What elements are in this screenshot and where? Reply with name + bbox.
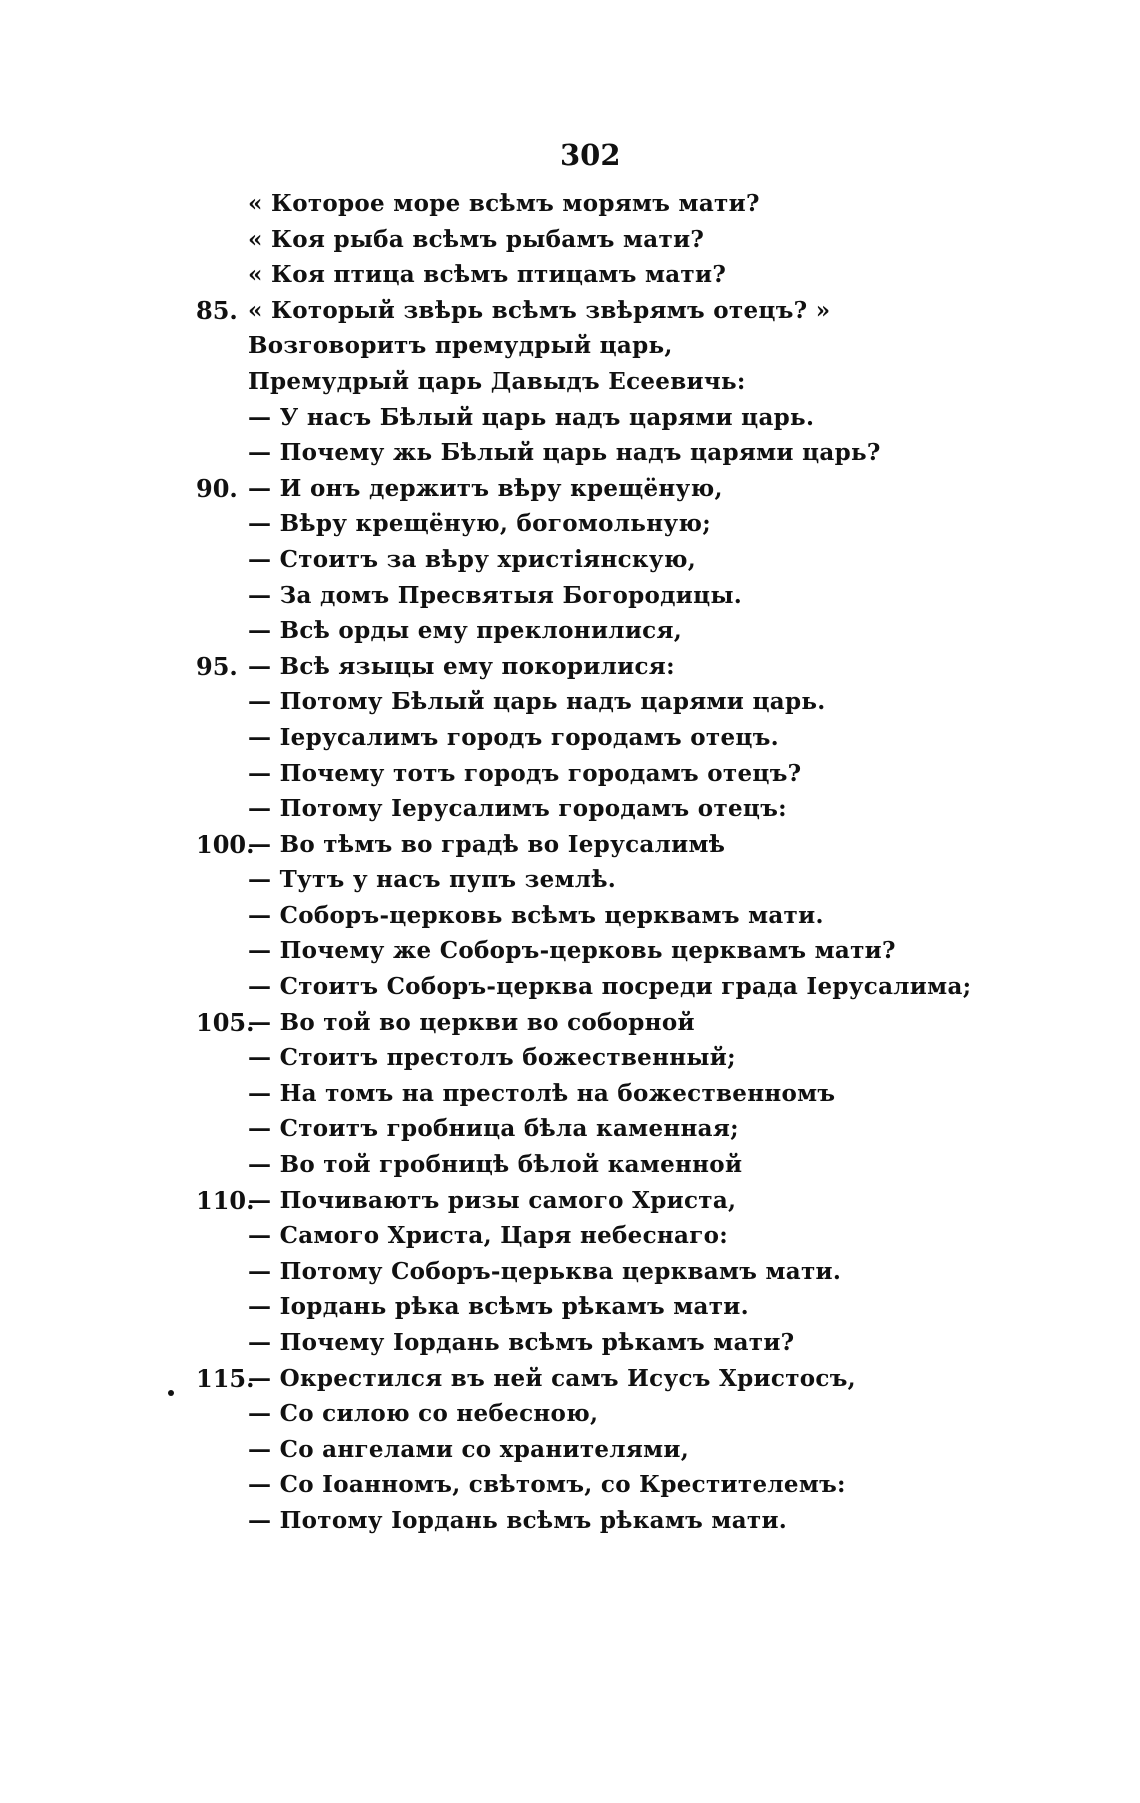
verse-line <box>0 827 1140 863</box>
line-text: — Во той во церкви во соборной <box>248 1008 695 1036</box>
verse-line <box>0 186 1140 222</box>
line-text: « Который звѣрь всѣмъ звѣрямъ отецъ? » <box>248 296 831 324</box>
verse-line <box>0 1183 1140 1219</box>
line-number: 85. <box>196 295 238 325</box>
line-text: — Во тѣмъ во градѣ во Iерусалимѣ <box>248 830 726 858</box>
line-text: — Тутъ у насъ пупъ землѣ. <box>248 866 617 894</box>
verse-line <box>0 1254 1140 1290</box>
verse-line <box>0 720 1140 756</box>
line-number: 95. <box>196 651 238 681</box>
verse-line <box>0 293 1140 329</box>
page-number: 302 <box>560 138 621 172</box>
line-number: 115. <box>196 1363 255 1393</box>
line-text: — Стоитъ Соборъ-церква посреди града Iерусалима; <box>248 973 972 1001</box>
verse-line <box>0 1289 1140 1325</box>
verse-line <box>0 222 1140 258</box>
line-text: — Почему жь Бѣлый царь надъ царями царь? <box>248 439 881 467</box>
verse-line <box>0 328 1140 364</box>
verse-line <box>0 1147 1140 1183</box>
line-text: — Всѣ орды ему преклонилися, <box>248 617 683 645</box>
verse-line <box>0 756 1140 792</box>
line-text: — Со силою со небесною, <box>248 1400 599 1428</box>
verse-line <box>0 471 1140 507</box>
verse-line <box>0 506 1140 542</box>
verse-line <box>0 1432 1140 1468</box>
verse-line <box>0 257 1140 293</box>
line-text: — Со ангелами со хранителями, <box>248 1435 690 1463</box>
line-text: — Соборъ-церковь всѣмъ церквамъ мати. <box>248 901 824 929</box>
verse-line <box>0 684 1140 720</box>
line-text: — У насъ Бѣлый царь надъ царями царь. <box>248 403 815 431</box>
verse-line <box>0 649 1140 685</box>
line-text: « Коя рыба всѣмъ рыбамъ мати? <box>248 225 705 253</box>
line-text: Премудрый царь Давыдъ Есеевичь: <box>248 367 746 395</box>
verse-line <box>0 1325 1140 1361</box>
verse-line <box>0 1467 1140 1503</box>
line-text: — Вѣру крещёную, богомольную; <box>248 510 712 538</box>
line-text: — Потому Iерусалимъ городамъ отецъ: <box>248 795 787 823</box>
line-text: — Почему Iордань всѣмъ рѣкамъ мати? <box>248 1329 795 1356</box>
line-text: — И онъ держитъ вѣру крещёную, <box>248 474 723 502</box>
margin-mark <box>168 1390 174 1396</box>
line-text: — Почему тотъ городъ городамъ отецъ? <box>248 759 802 787</box>
line-text: — За домъ Пресвятыя Богородицы. <box>248 581 743 609</box>
line-number: 110. <box>196 1185 255 1215</box>
line-text: — Во той гробницѣ бѣлой каменной <box>248 1151 743 1179</box>
verse-line <box>0 1040 1140 1076</box>
verse-line <box>0 1503 1140 1539</box>
line-text: « Коя птица всѣмъ птицамъ мати? <box>248 261 727 289</box>
verse-line <box>0 969 1140 1005</box>
verse-line <box>0 613 1140 649</box>
verse-line <box>0 364 1140 400</box>
line-text: Возговоритъ премудрый царь, <box>248 332 673 360</box>
line-text: — Со Iоанномъ, свѣтомъ, со Крестителемъ: <box>248 1471 846 1499</box>
line-text: — Потому Бѣлый царь надъ царями царь. <box>248 688 826 716</box>
line-text: — Самого Христа, Царя небеснаго: <box>248 1222 729 1250</box>
verse-line <box>0 435 1140 471</box>
line-text: « Которое море всѣмъ морямъ мати? <box>248 190 760 217</box>
line-text: — Стоитъ гробница бѣла каменная; <box>248 1115 739 1143</box>
line-number: 105. <box>196 1007 255 1037</box>
verse-line <box>0 1218 1140 1254</box>
line-number: 100. <box>196 829 255 859</box>
verse-list <box>0 186 1140 1539</box>
verse-line <box>0 1076 1140 1112</box>
line-text: — Iерусалимъ городъ городамъ отецъ. <box>248 723 779 751</box>
line-text: — Стоитъ за вѣру христiянскую, <box>248 545 697 573</box>
verse-line <box>0 578 1140 614</box>
verse-line <box>0 542 1140 578</box>
verse-line <box>0 1396 1140 1432</box>
verse-line <box>0 400 1140 436</box>
verse-line <box>0 898 1140 934</box>
verse-line <box>0 1111 1140 1147</box>
line-text: — Окрестился въ ней самъ Исусъ Христосъ, <box>248 1364 856 1392</box>
verse-line <box>0 791 1140 827</box>
line-text: — Потому Iордань всѣмъ рѣкамъ мати. <box>248 1506 788 1534</box>
verse-line <box>0 933 1140 969</box>
line-number: 90. <box>196 473 238 503</box>
line-text: — Всѣ языцы ему покорилися: <box>248 652 675 680</box>
line-text: — На томъ на престолѣ на божественномъ <box>248 1079 836 1107</box>
verse-line <box>0 862 1140 898</box>
line-text: — Iордань рѣка всѣмъ рѣкамъ мати. <box>248 1293 749 1321</box>
line-text: — Почиваютъ ризы самого Христа, <box>248 1186 737 1214</box>
line-text: — Потому Соборъ-церьква церквамъ мати. <box>248 1257 842 1285</box>
verse-line <box>0 1005 1140 1041</box>
line-text: — Почему же Соборъ-церковь церквамъ мати? <box>248 937 896 965</box>
line-text: — Стоитъ престолъ божественный; <box>248 1044 736 1072</box>
